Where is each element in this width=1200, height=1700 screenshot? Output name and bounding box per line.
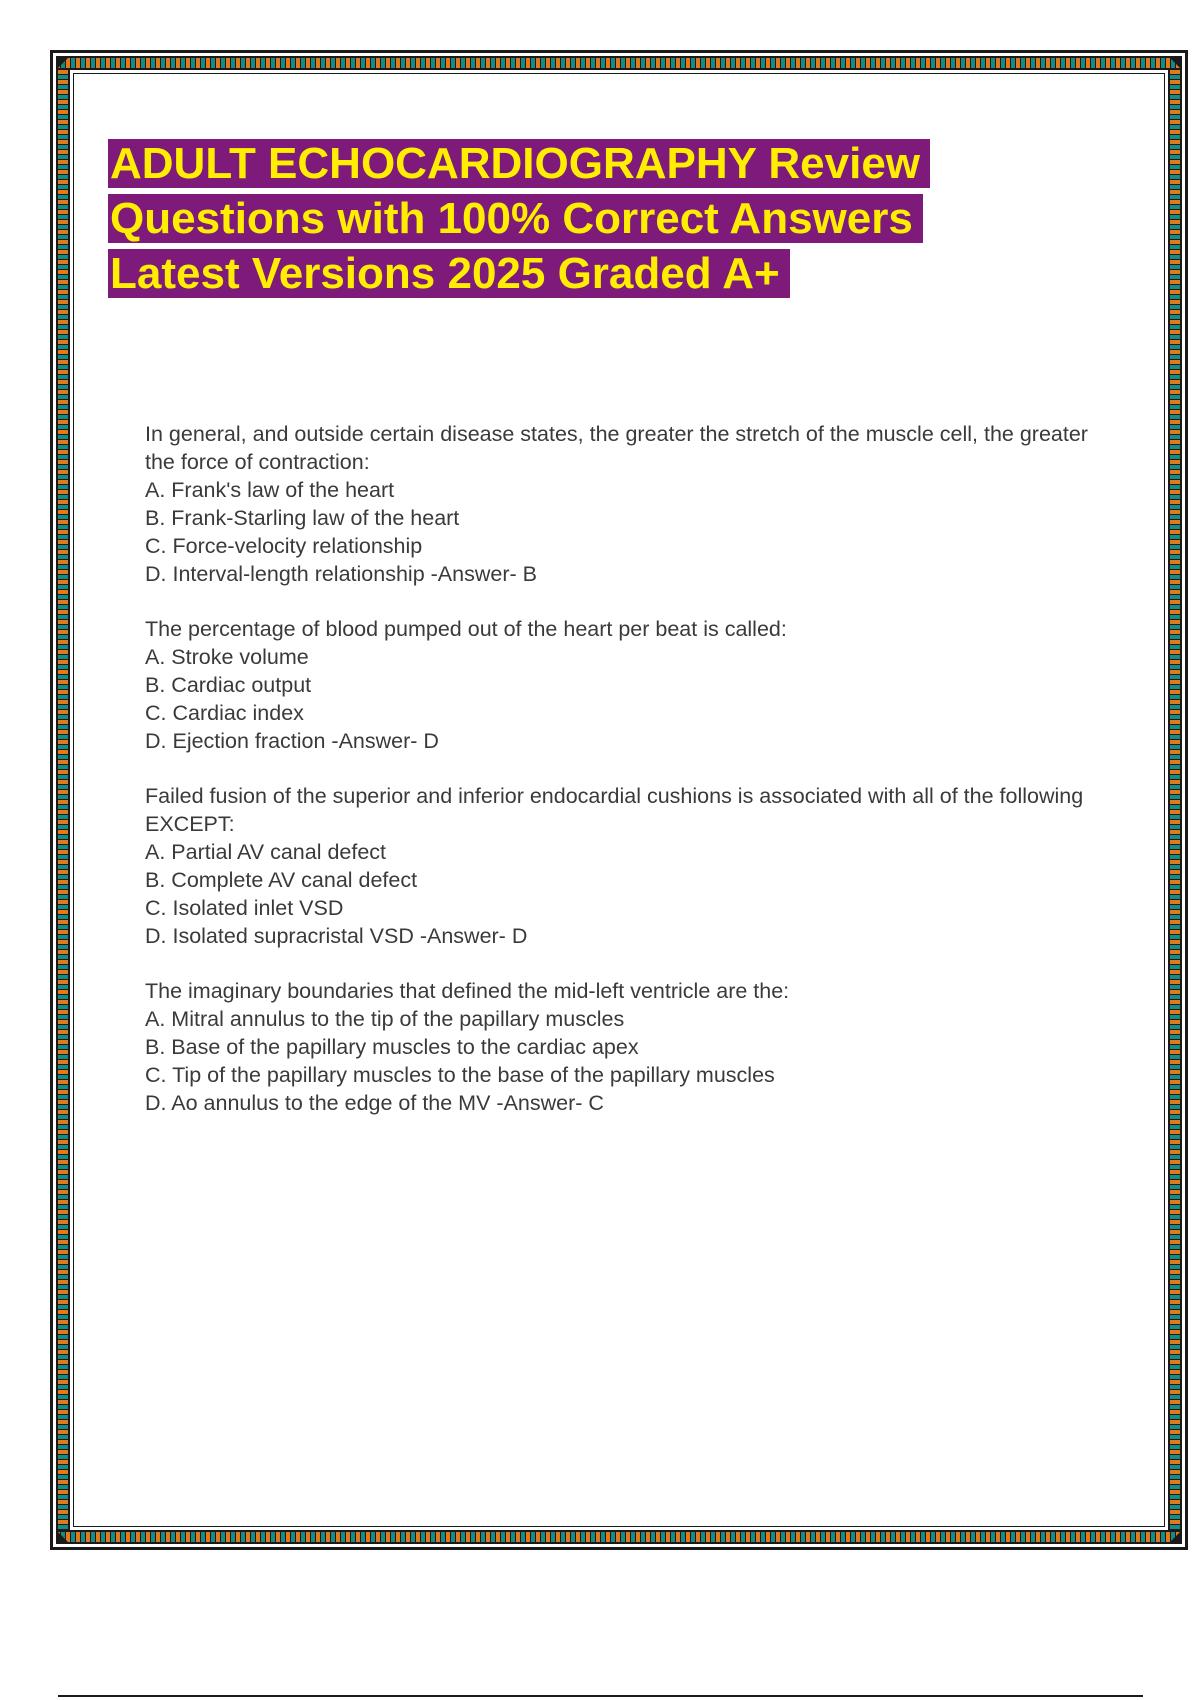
answer-option-d-line	[145, 560, 1105, 588]
answer-option-d-line	[145, 922, 1105, 950]
question-list	[145, 420, 1105, 1144]
answer-option-a: A. Mitral annulus to the tip of the papillary muscles	[145, 1007, 625, 1031]
question-3	[145, 782, 1105, 950]
question-text: The percentage of blood pumped out of the heart per beat is called:	[145, 617, 787, 641]
answer-option-a: A. Partial AV canal defect	[145, 840, 387, 864]
answer-option-a: A. Frank's law of the heart	[145, 478, 395, 502]
document-title	[108, 136, 1068, 301]
correct-answer: -Answer- B	[424, 562, 537, 586]
footer-divider	[58, 1695, 1143, 1697]
title-line-3: Latest Versions 2025 Graded A+	[108, 249, 790, 298]
answer-option-b: B. Cardiac output	[145, 673, 312, 697]
question-text: The imaginary boundaries that defined the mid-left ventricle are the:	[145, 979, 790, 1003]
question-text: Failed fusion of the superior and inferior endocardial cushions is associated with all of the following EXCEPT:	[145, 784, 1084, 836]
answer-option-d: D. Ejection fraction	[145, 729, 326, 753]
border-strip-left	[56, 70, 70, 1530]
answer-option-c: C. Cardiac index	[145, 701, 304, 725]
correct-answer: -Answer- D	[413, 924, 528, 948]
title-line-2: Questions with 100% Correct Answers	[108, 194, 923, 243]
question-2	[145, 615, 1105, 755]
answer-option-b: B. Complete AV canal defect	[145, 868, 418, 892]
answer-option-d: D. Ao annulus to the edge of the MV	[145, 1091, 491, 1115]
answer-option-d: D. Isolated supracristal VSD	[145, 924, 414, 948]
question-text: In general, and outside certain disease states, the greater the stretch of the muscle cell, the greater the force of contraction:	[145, 422, 1088, 474]
correct-answer: -Answer- D	[325, 729, 439, 753]
border-strip-top	[56, 56, 1182, 70]
question-4	[145, 977, 1105, 1117]
answer-option-d-line	[145, 1089, 1105, 1117]
border-strip-right	[1168, 70, 1182, 1530]
answer-option-c: C. Force-velocity relationship	[145, 534, 423, 558]
border-strip-bottom	[56, 1530, 1182, 1544]
answer-option-d-line	[145, 727, 1105, 755]
answer-option-c: C. Tip of the papillary muscles to the base of the papillary muscles	[145, 1063, 775, 1087]
correct-answer: -Answer- C	[490, 1091, 604, 1115]
answer-option-b: B. Frank-Starling law of the heart	[145, 506, 460, 530]
title-line-1: ADULT ECHOCARDIOGRAPHY Review	[108, 139, 930, 188]
answer-option-d: D. Interval-length relationship	[145, 562, 425, 586]
answer-option-b: B. Base of the papillary muscles to the cardiac apex	[145, 1035, 639, 1059]
answer-option-a: A. Stroke volume	[145, 645, 309, 669]
question-1	[145, 420, 1105, 588]
answer-option-c: C. Isolated inlet VSD	[145, 896, 344, 920]
